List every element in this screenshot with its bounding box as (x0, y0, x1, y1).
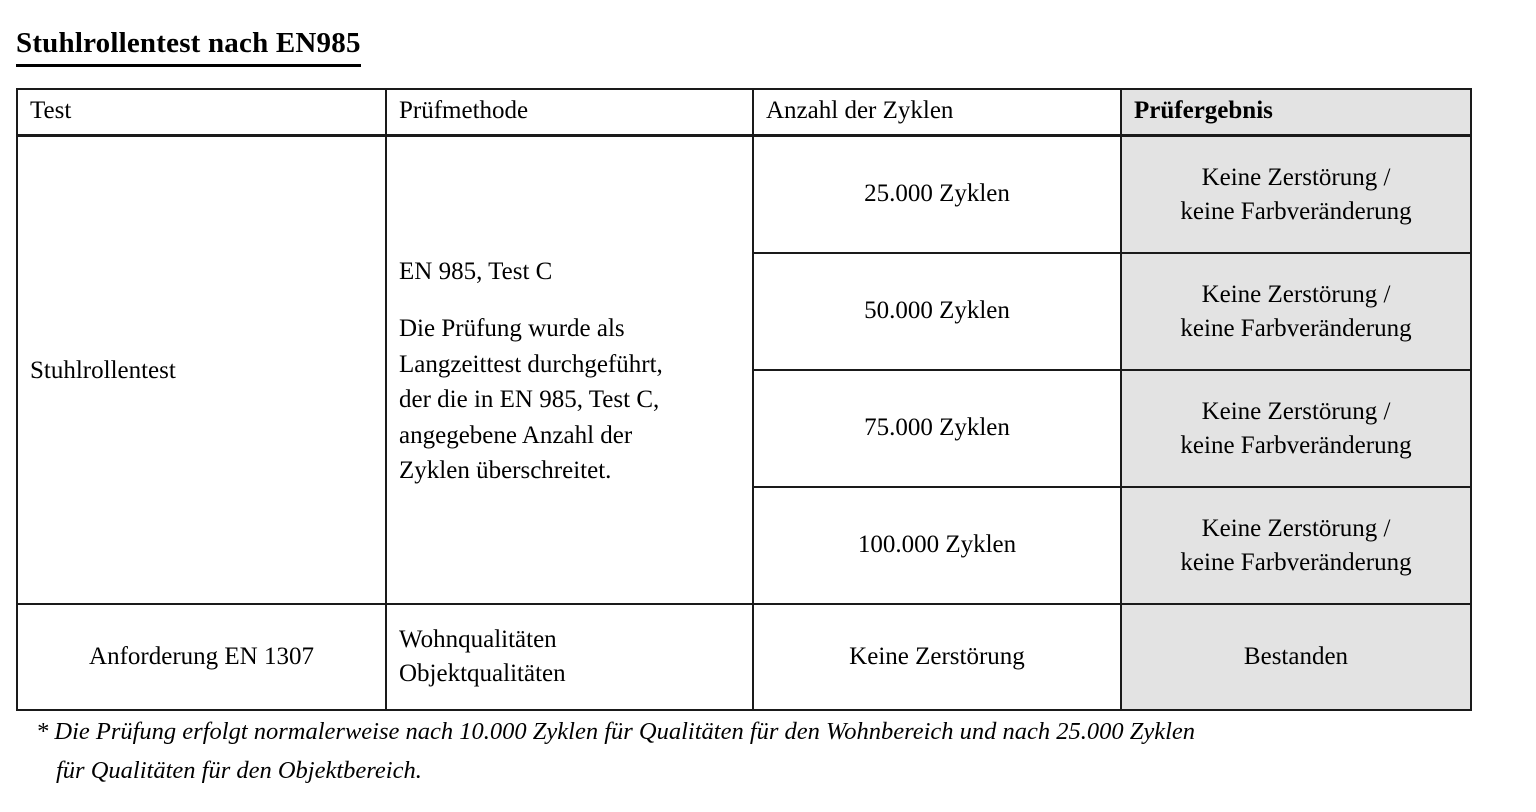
method-spacer (399, 289, 740, 311)
requirement-method-cell (386, 604, 753, 710)
method-note-line-5: Zyklen überschreitet. (399, 457, 612, 484)
result-line-1: Keine Zerstörung / (1201, 515, 1391, 542)
requirement-method-block (387, 619, 752, 695)
result-cell (1121, 370, 1471, 487)
requirement-label: Anforderung EN 1307 (89, 642, 314, 670)
requirement-result-value: Bestanden (1243, 642, 1349, 670)
column-header-test (17, 89, 386, 136)
result-value (1122, 157, 1470, 232)
requirement-method-line-1: Wohnqualitäten (399, 626, 557, 653)
column-header-method (386, 89, 753, 136)
test-method-block (387, 248, 752, 493)
footnote (36, 712, 1506, 790)
result-line-2: keine Farbveränderung (1180, 548, 1412, 576)
method-standard: EN 985, Test C (399, 257, 553, 285)
result-value (1122, 391, 1470, 466)
column-header-test-label: Test (30, 96, 72, 124)
requirement-method-line-2: Objektqualitäten (399, 660, 566, 687)
result-cell (1121, 253, 1471, 370)
column-header-result (1121, 89, 1471, 136)
method-note-line-3: der die in EN 985, Test C, (399, 386, 660, 413)
requirement-result-cell (1121, 604, 1471, 710)
result-cell (1121, 136, 1471, 254)
cycles-value: 25.000 Zyklen (864, 180, 1010, 208)
test-method-cell (386, 136, 753, 605)
table-row (17, 136, 1471, 254)
result-line-2: keine Farbveränderung (1180, 431, 1412, 459)
footnote-line-1: * Die Prüfung erfolgt normalerweise nach 10.000 Zyklen für Qualitäten für den Wohnbereich und nach 25.000 Zyklen (36, 718, 1196, 745)
method-note-line-4: angegebene Anzahl der (399, 421, 633, 449)
cycles-cell (753, 253, 1121, 370)
result-value (1122, 508, 1470, 583)
requirement-cycles-cell (753, 604, 1121, 710)
page-title-text: Stuhlrollentest nach EN985 (16, 25, 361, 66)
page-title (16, 25, 361, 66)
cycles-cell (753, 487, 1121, 604)
cycles-value: 50.000 Zyklen (864, 297, 1010, 325)
chair-caster-test-table (16, 88, 1472, 711)
cycles-value: 75.000 Zyklen (864, 414, 1010, 442)
result-value (1122, 274, 1470, 349)
requirement-row (17, 604, 1471, 710)
table-header-row (17, 89, 1471, 136)
requirement-cycles-value: Keine Zerstörung (849, 642, 1025, 670)
test-name-cell (17, 136, 386, 605)
cycles-value: 100.000 Zyklen (857, 531, 1017, 559)
method-note-line-1: Die Prüfung wurde als (399, 315, 625, 342)
column-header-result-label: Prüfergebnis (1134, 96, 1273, 124)
result-line-1: Keine Zerstörung / (1201, 164, 1391, 191)
column-header-cycles-label: Anzahl der Zyklen (766, 96, 954, 124)
cycles-cell (753, 370, 1121, 487)
result-line-1: Keine Zerstörung / (1201, 281, 1391, 308)
test-name-label: Stuhlrollentest (30, 356, 176, 384)
column-header-method-label: Prüfmethode (399, 96, 529, 124)
result-line-1: Keine Zerstörung / (1201, 398, 1391, 425)
cycles-cell (753, 136, 1121, 254)
column-header-cycles (753, 89, 1121, 136)
result-cell (1121, 487, 1471, 604)
footnote-line-2: für Qualitäten für den Objektbereich. (56, 757, 422, 785)
method-note-line-2: Langzeittest durchgeführt, (399, 350, 663, 378)
requirement-label-cell (17, 604, 386, 710)
result-line-2: keine Farbveränderung (1180, 197, 1412, 225)
result-line-2: keine Farbveränderung (1180, 314, 1412, 342)
